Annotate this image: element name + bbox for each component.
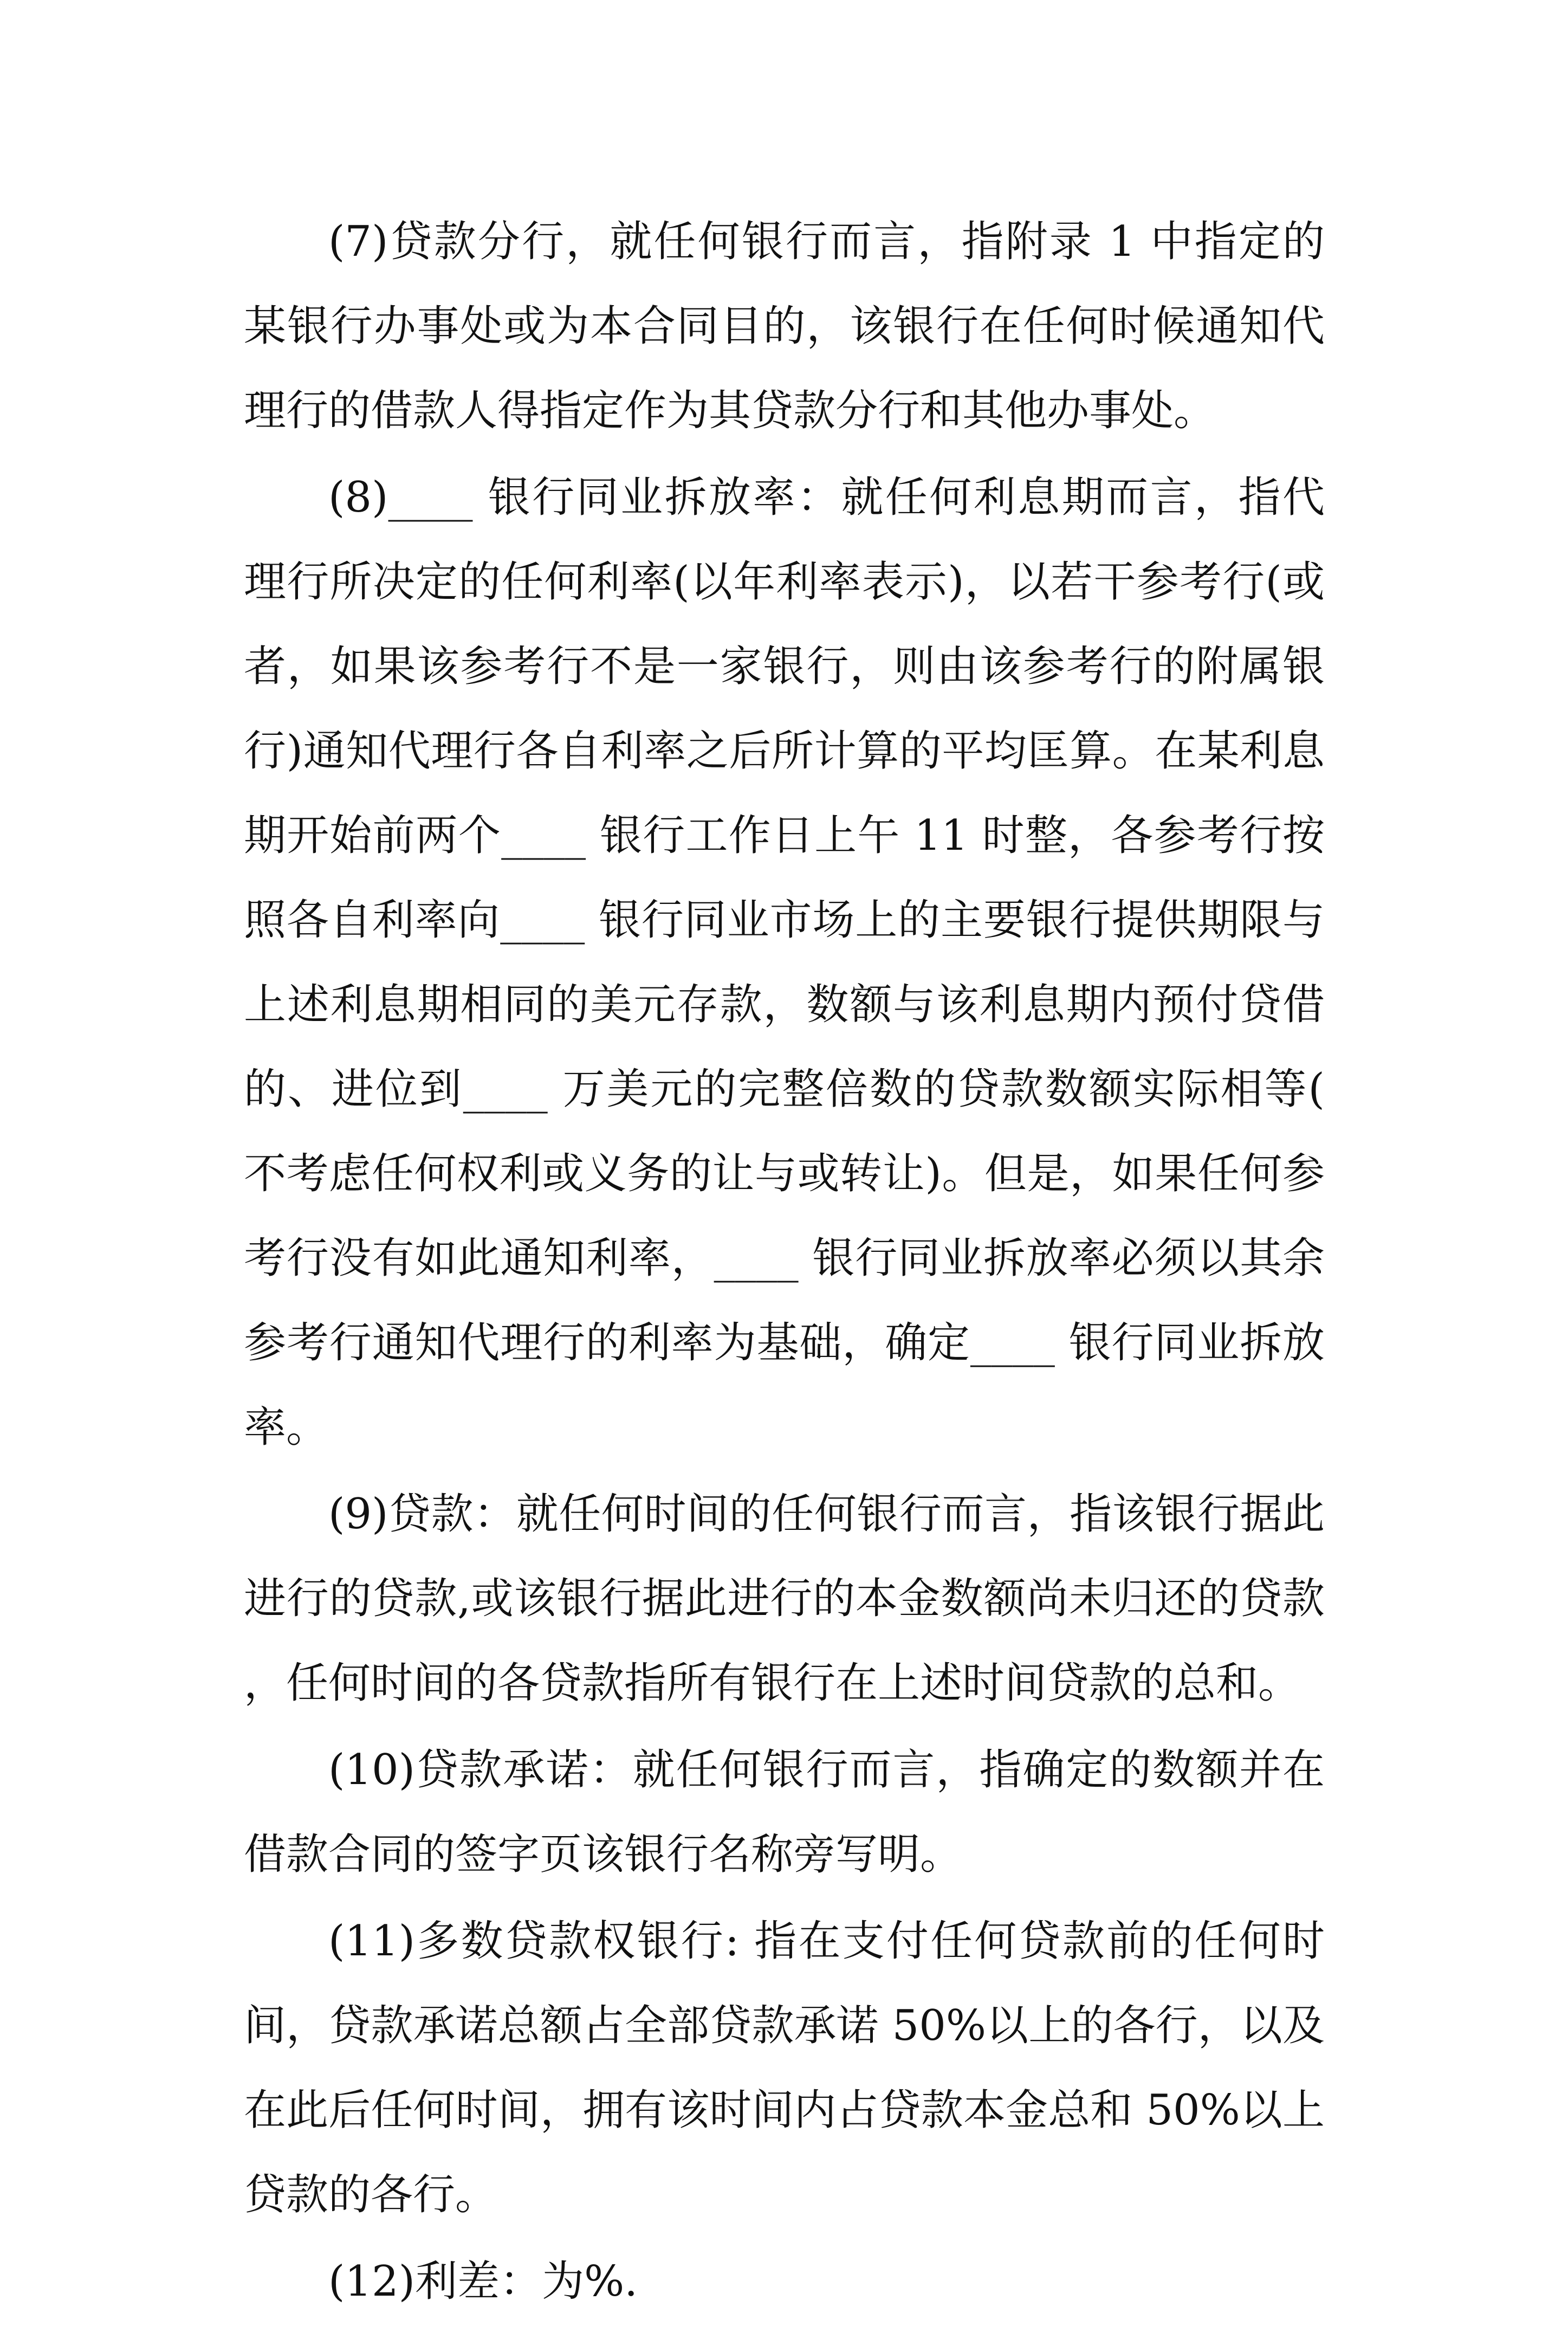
paragraph-loan-commitment: (10)贷款承诺：就任何银行而言，指确定的数额并在借款合同的签字页该银行名称旁写明。 <box>244 1746 1325 1879</box>
paragraph-loan: (9)贷款：就任何时间的任何银行而言，指该银行据此进行的贷款,或该银行据此进行的本金数额尚未归还的贷款，任何时间的各贷款指所有银行在上述时间贷款的总和。 <box>244 1490 1325 1708</box>
document-body <box>244 199 1325 2326</box>
paragraph-interbank-offered-rate: (8)____ 银行同业拆放率：就任何利息期而言，指代理行所决定的任何利率(以年利率表示)，以若干参考行(或者，如果该参考行不是一家银行，则由该参考行的附属银行)通知代理行各自利率之后所计算的平均匡算。在某利息期开始前两个____ 银行工作日上午 11 时整，各参考行按照各自利率向____ 银行同业市场上的主要银行提供期限与上述利息期相同的美元存款，数额与该利息期内预付贷借的、进位到____ 万美元的完整倍数的贷款数额实际相等(不考虑任何权利或义务的让与或转让)。但是，如果任何参考行没有如此通知利率，____ 银行同业拆放率必须以其余参考行通知代理行的利率为基础，确定____ 银行同业拆放率。 <box>244 473 1325 1452</box>
paragraph-majority-banks: (11)多数贷款权银行: 指在支付任何贷款前的任何时间，贷款承诺总额占全部贷款承诺 50%以上的各行，以及在此后任何时间，拥有该时间内占贷款本金总和 50%以上贷款的各行。 <box>244 1917 1325 2219</box>
paragraph-loan-branch: (7)贷款分行，就任何银行而言，指附录 1 中指定的某银行办事处或为本合同目的，该银行在任何时候通知代理行的借款人得指定作为其贷款分行和其他办事处。 <box>244 217 1325 435</box>
paragraph-margin: (12)利差：为%. <box>328 2257 638 2306</box>
